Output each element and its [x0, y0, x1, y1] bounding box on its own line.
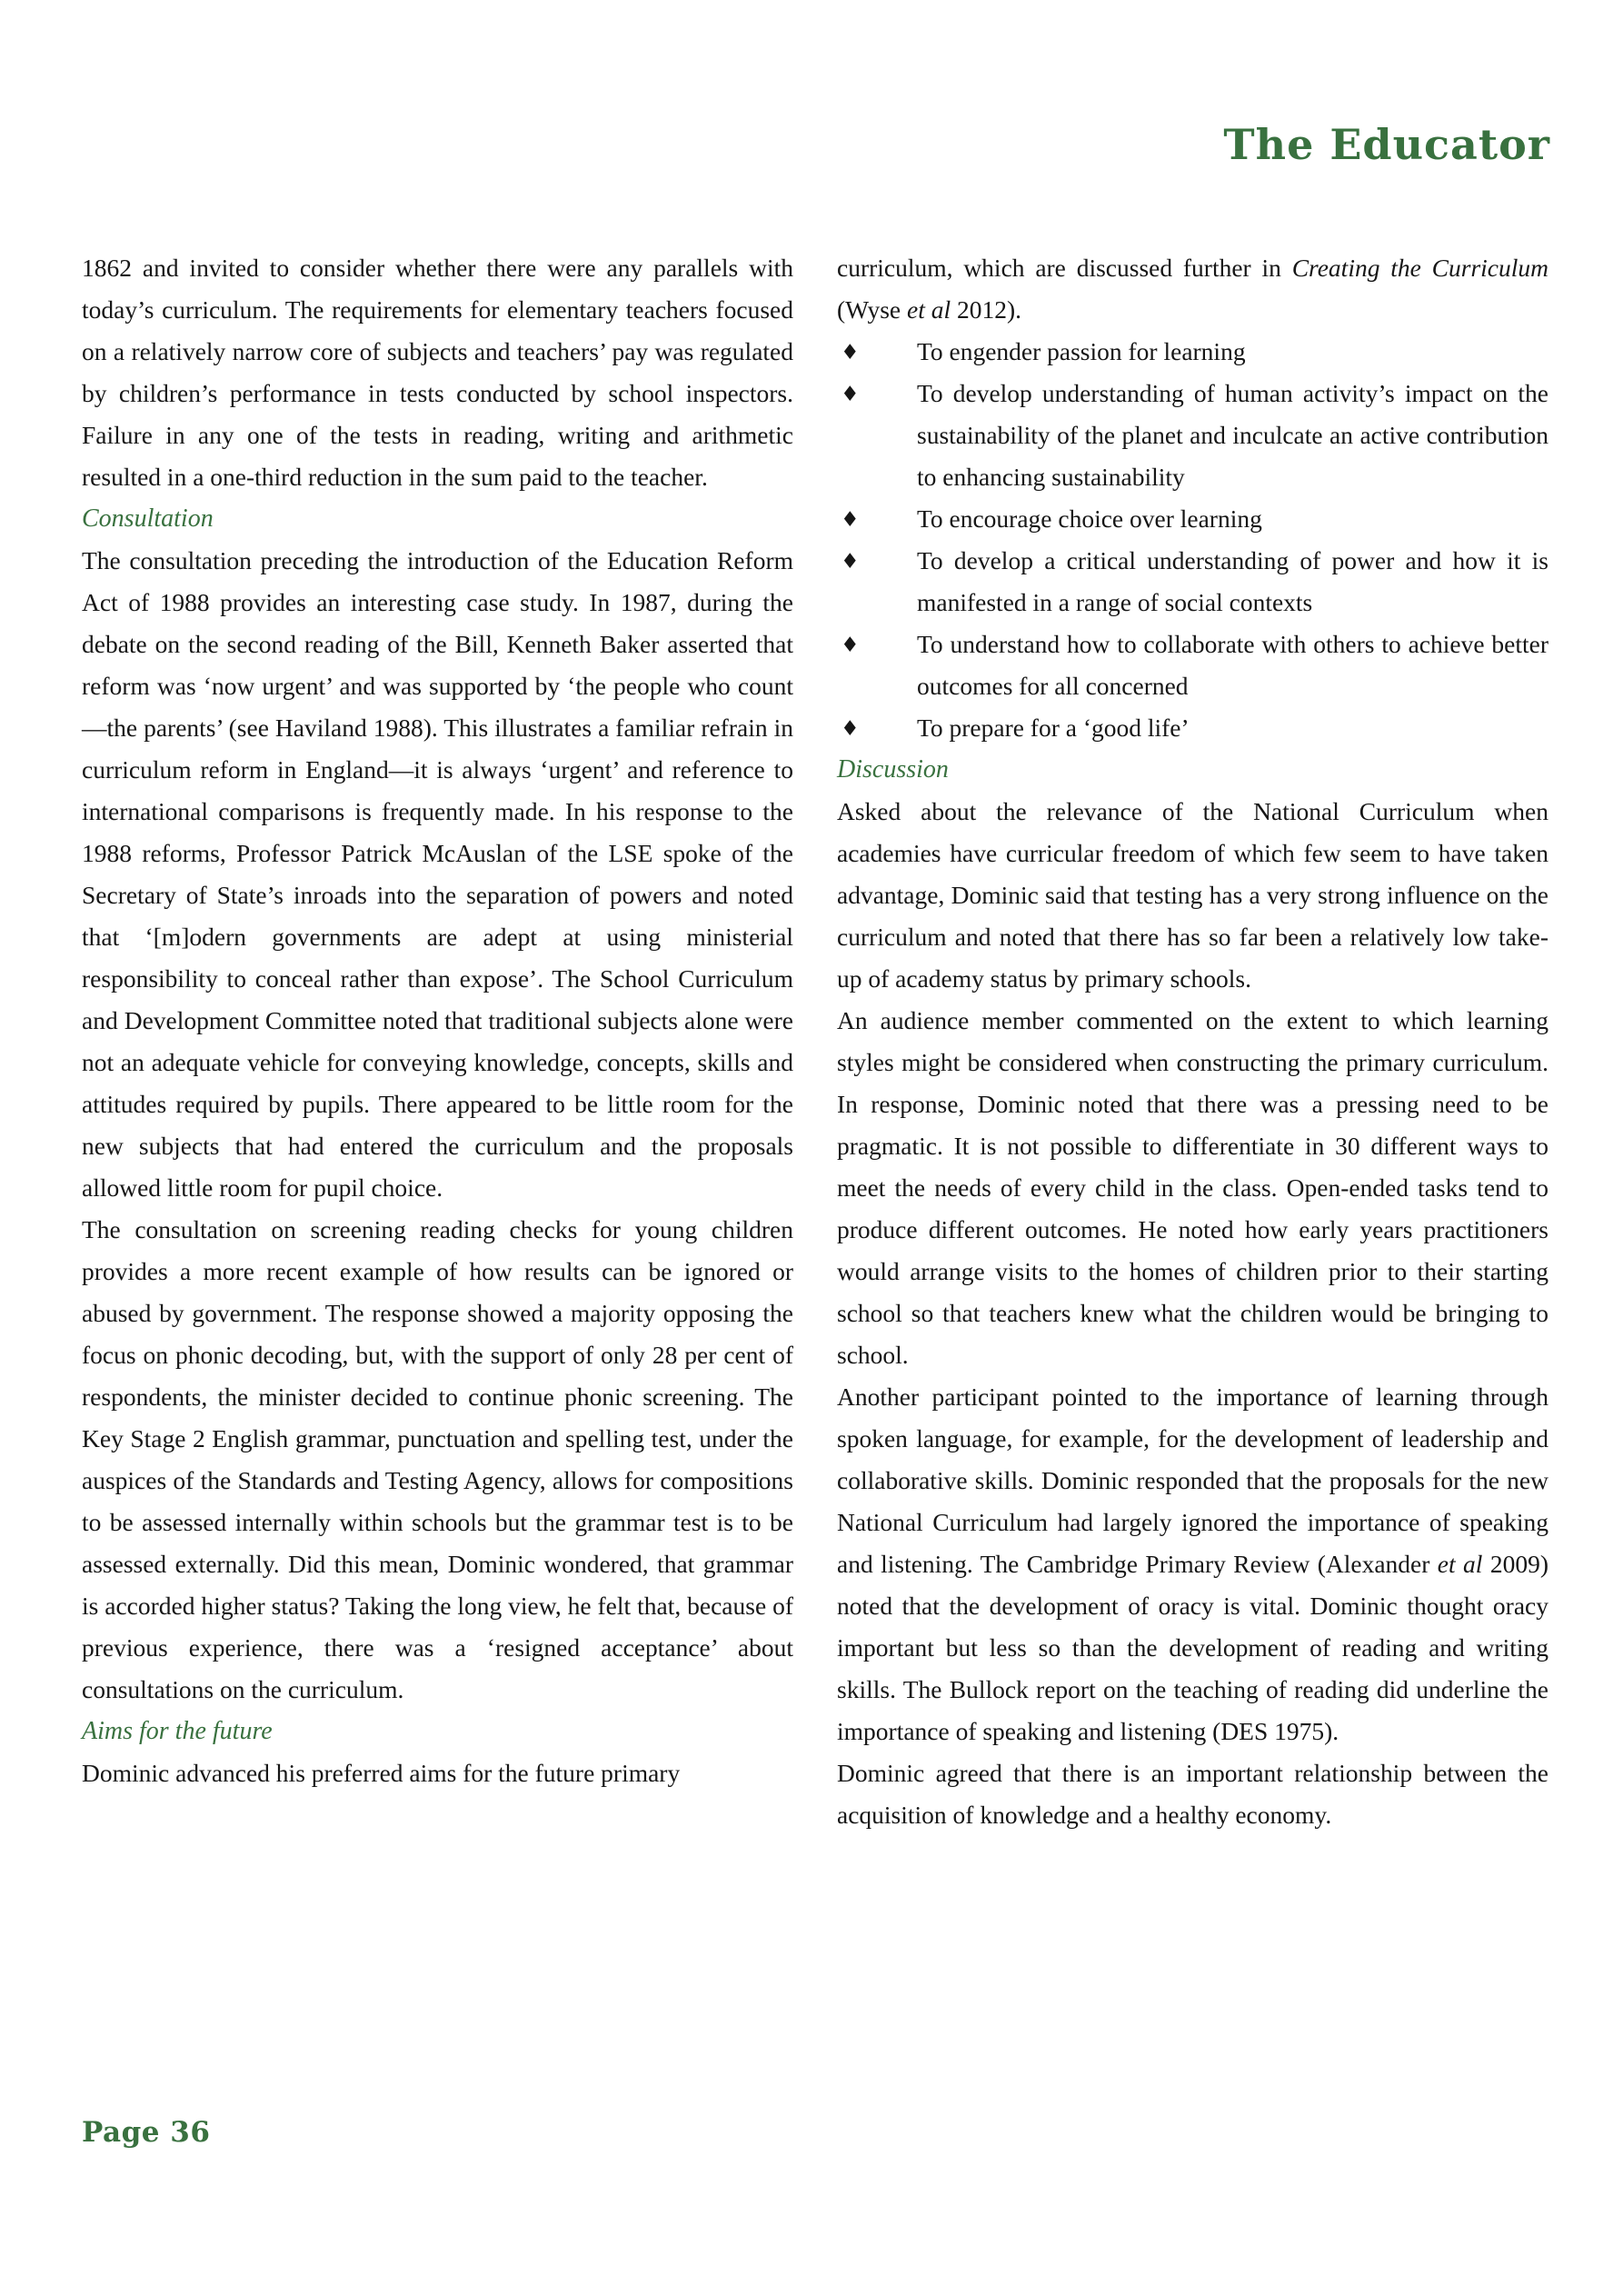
paragraph — [837, 1000, 1548, 1376]
section-heading: Aims for the future — [82, 1717, 273, 1745]
publication-title: The Educator — [1223, 120, 1550, 169]
text-run: Asked about the relevance of the National Curriculum when academies have curricular freedom of which few seem to have taken advantage, Dominic said that testing has a very strong influence on the curriculum and noted that there has so far been a relatively low take-up of academy status by primary schools. — [837, 797, 1548, 993]
text-run: An audience member commented on the extent to which learning styles might be considered when constructing the primary curriculum. In response, Dominic noted that there was a pressing need to be pragmatic. It is not possible to differentiate in 30 different ways to meet the needs of every child in the class. Open-ended tasks tend to produce different outcomes. He noted how early years practitioners would arrange visits to the homes of children prior to their starting school so that teachers knew what the children would be bringing to school. — [837, 1006, 1548, 1369]
bullet-item — [837, 498, 1548, 540]
diamond-bullet-icon: ♦ — [841, 383, 860, 406]
section-heading: Discussion — [837, 755, 949, 784]
bullet-item — [837, 624, 1548, 707]
diamond-bullet-icon: ♦ — [841, 717, 860, 741]
paragraph — [837, 247, 1548, 331]
bullet-item — [837, 331, 1548, 373]
page-number: Page 36 — [82, 2116, 211, 2149]
bullet-text: To understand how to collaborate with others to achieve better outcomes for all concerned — [917, 630, 1548, 700]
aims-bullet-list — [837, 331, 1548, 749]
text-run: Another participant pointed to the importance of learning through spoken language, for example, for the development of leadership and collaborative skills. Dominic responded that the proposals for the new National Curriculum had largely ignored the importance of speaking and listening. The Cambridge Primary Review (Alexander — [837, 1383, 1548, 1578]
text-run: (Wyse — [837, 295, 907, 324]
bullet-item — [837, 540, 1548, 624]
diamond-bullet-icon: ♦ — [841, 634, 860, 657]
page-footer — [82, 2116, 210, 2149]
diamond-bullet-icon: ♦ — [841, 341, 860, 364]
italic-text-run: et al — [1437, 1550, 1483, 1578]
bullet-item — [837, 707, 1548, 749]
paragraph — [82, 540, 793, 1209]
section-heading: Consultation — [82, 504, 214, 533]
paragraph — [837, 791, 1548, 1000]
diamond-bullet-icon: ♦ — [841, 550, 860, 574]
bullet-text: To engender passion for learning — [917, 337, 1246, 365]
bullet-text: To develop a critical understanding of power and how it is manifested in a range of social contexts — [917, 546, 1548, 616]
italic-text-run: Creating the Curriculum — [1291, 254, 1548, 282]
text-run: 2012). — [951, 295, 1022, 324]
right-column — [837, 247, 1548, 1836]
text-run: Dominic agreed that there is an important relationship between the acquisition of knowledge and a healthy economy. — [837, 1759, 1548, 1829]
text-run: Dominic advanced his preferred aims for the future primary — [82, 1759, 681, 1787]
text-run: 1862 and invited to consider whether there were any parallels with today’s curriculum. The requirements for elementary teachers focused on a relatively narrow core of subjects and teachers’ pay was regulated by children’s performance in tests conducted by school inspectors. Failure in any one of the tests in reading, writing and arithmetic resulted in a one-third reduction in the sum paid to the teacher. — [82, 254, 793, 491]
diamond-bullet-icon: ♦ — [841, 508, 860, 532]
page-header — [1223, 120, 1550, 169]
bullet-text: To encourage choice over learning — [917, 504, 1262, 533]
text-run: The consultation on screening reading checks for young children provides a more recent example of how results can be ignored or abused by government. The response showed a majority opposing the focus on phonic decoding, but, with the support of only 28 per cent of respondents, the minister decided to continue phonic screening. The Key Stage 2 English grammar, punctuation and spelling test, under the auspices of the Standards and Testing Agency, allows for compositions to be assessed internally within schools but the grammar test is to be assessed externally. Did this mean, Dominic wondered, that grammar is accorded higher status? Taking the long view, he felt that, because of previous experience, there was a ‘resigned acceptance’ about consultations on the curriculum. — [82, 1215, 793, 1703]
italic-text-run: et al — [907, 295, 951, 324]
bullet-item — [837, 373, 1548, 498]
left-column — [82, 247, 793, 1794]
paragraph — [82, 1752, 793, 1794]
text-run: curriculum, which are discussed further in — [837, 254, 1292, 282]
bullet-text: To prepare for a ‘good life’ — [917, 714, 1190, 742]
paragraph — [82, 1209, 793, 1711]
text-run: 2009) noted that the development of oracy is vital. Dominic thought oracy important but less so than the development of reading and writing skills. The Bullock report on the teaching of reading did underline the importance of speaking and listening (DES 1975). — [837, 1550, 1548, 1745]
paragraph — [82, 247, 793, 498]
paragraph — [837, 1376, 1548, 1752]
paragraph — [837, 1752, 1548, 1836]
article-body — [82, 247, 1548, 1836]
bullet-text: To develop understanding of human activity’s impact on the sustainability of the planet and inculcate an active contribution to enhancing sustainability — [917, 379, 1548, 491]
text-run: The consultation preceding the introduction of the Education Reform Act of 1988 provides an interesting case study. In 1987, during the debate on the second reading of the Bill, Kenneth Baker asserted that reform was ‘now urgent’ and was supported by ‘the people who count—the parents’ (see Haviland 1988). This illustrates a familiar refrain in curriculum reform in England—it is always ‘urgent’ and reference to international comparisons is frequently made. In his response to the 1988 reforms, Professor Patrick McAuslan of the LSE spoke of the Secretary of State’s inroads into the separation of powers and noted that ‘[m]odern governments are adept at using ministerial responsibility to conceal rather than expose’. The School Curriculum and Development Committee noted that traditional subjects alone were not an adequate vehicle for conveying knowledge, concepts, skills and attitudes required by pupils. There appeared to be little room for the new subjects that had entered the curriculum and the proposals allowed little room for pupil choice. — [82, 546, 793, 1202]
